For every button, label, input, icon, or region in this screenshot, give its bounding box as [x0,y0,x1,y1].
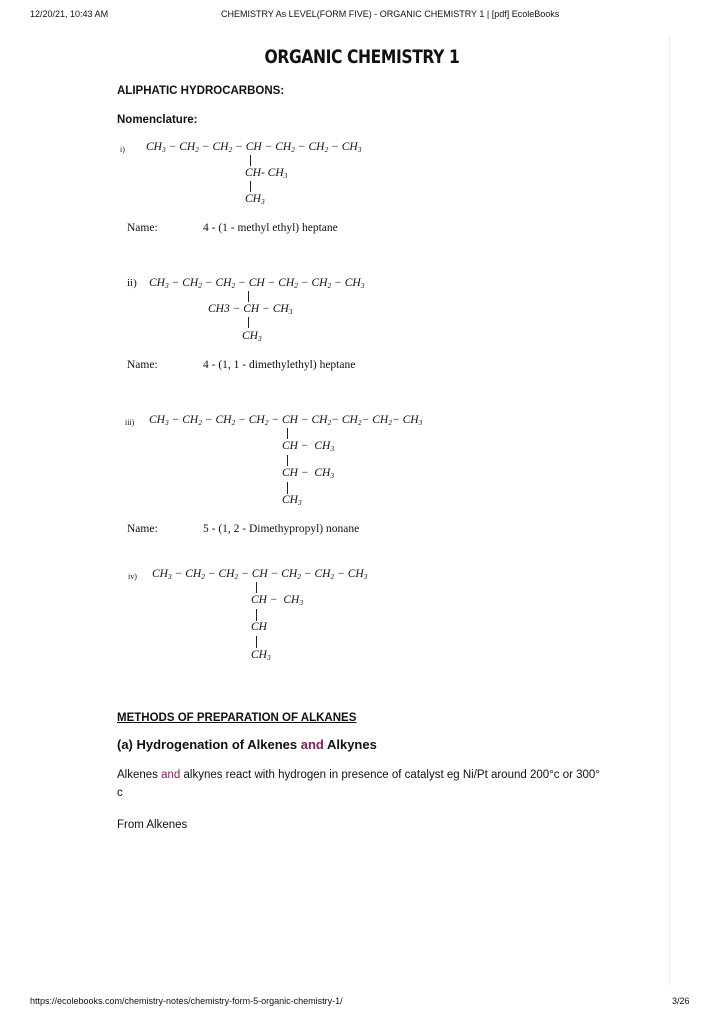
name-label: Name: [127,222,158,234]
structure-number: i) [120,145,125,154]
main-chain-formula: $CH_3 - CH_2 - CH_2$ − CH − $CH_2 - CH_2 - CH_3$ [152,568,368,581]
hydrogenation-subheading [117,737,377,752]
bond-line [256,609,257,621]
branch-formula: CH − $CH_3$ [282,440,335,453]
subheading-and-word: and [300,737,324,752]
bond-line [287,482,288,494]
page-edge-divider [669,36,670,986]
branch-formula: CH − $CH_3$ [282,467,335,480]
paragraph-part: Alkenes [117,769,162,781]
aliphatic-heading: ALIPHATIC HYDROCARBONS: [117,85,285,97]
branch-formula: CH [251,621,267,633]
branch-formula: CH3 − CH − $CH_3$ [208,303,293,316]
nomenclature-heading: Nomenclature: [117,114,198,126]
bond-line [256,582,257,593]
bond-line [287,428,288,439]
structure-number: iv) [128,572,137,581]
name-label: Name: [127,359,158,371]
paragraph-and-word: and [161,769,181,781]
subheading-part: Alkynes [323,737,377,752]
hydrogenation-paragraph [117,766,607,802]
paragraph-part: alkynes react with hydrogen in presence of catalyst eg Ni/Pt around 200°c or 300° c [117,769,600,799]
compound-name: 4 - (1 - methyl ethyl) heptane [203,222,338,234]
methods-heading: METHODS OF PREPARATION OF ALKANES [117,712,357,724]
bond-line [250,155,251,166]
branch-terminal: $CH_3$ [251,649,271,662]
main-chain-formula: $CH_3 - CH_2 - CH_2$ − CH − $CH_2 - CH_2 - CH_3$ [149,277,365,290]
print-document-title: CHEMISTRY As LEVEL(FORM FIVE) - ORGANIC CHEMISTRY 1 | [pdf] EcoleBooks [221,9,560,19]
branch-terminal: $CH_3$ [282,494,302,507]
structure-number: ii) [127,277,137,289]
source-url-link[interactable]: https://ecolebooks.com/chemistry-notes/chemistry-form-5-organic-chemistry-1/ [30,996,343,1006]
print-datetime: 12/20/21, 10:43 AM [30,9,109,19]
branch-formula: CH- $CH_3$ [245,167,288,180]
page-number: 3/26 [672,996,690,1006]
bond-line [248,317,249,328]
compound-name: 4 - (1, 1 - dimethylethyl) heptane [203,359,356,371]
main-chain-formula: $CH_3 - CH_2 - CH_2$ − CH − $CH_2 - CH_2 - CH_3$ [146,141,362,154]
page-title: ORGANIC CHEMISTRY 1 [264,46,460,68]
from-alkenes-label: From Alkenes [117,819,188,831]
bond-line [248,291,249,302]
branch-formula: CH − $CH_3$ [251,594,304,607]
main-chain-formula: $CH_3 - CH_2 - CH_2 - CH_2$ − CH − $CH_2- CH_2- CH_2- CH_3$ [149,414,423,427]
bond-line [287,455,288,466]
branch-prefix: CH3 − [208,303,241,315]
bond-line [250,181,251,192]
name-label: Name: [127,523,158,535]
structure-number: iii) [125,418,135,427]
subheading-part: (a) Hydrogenation of Alkenes [117,737,301,752]
bond-line [256,636,257,648]
compound-name: 5 - (1, 2 - Dimethypropyl) nonane [203,523,360,535]
branch-terminal: $CH_3$ [242,330,262,343]
branch-terminal: $CH_3$ [245,193,265,206]
